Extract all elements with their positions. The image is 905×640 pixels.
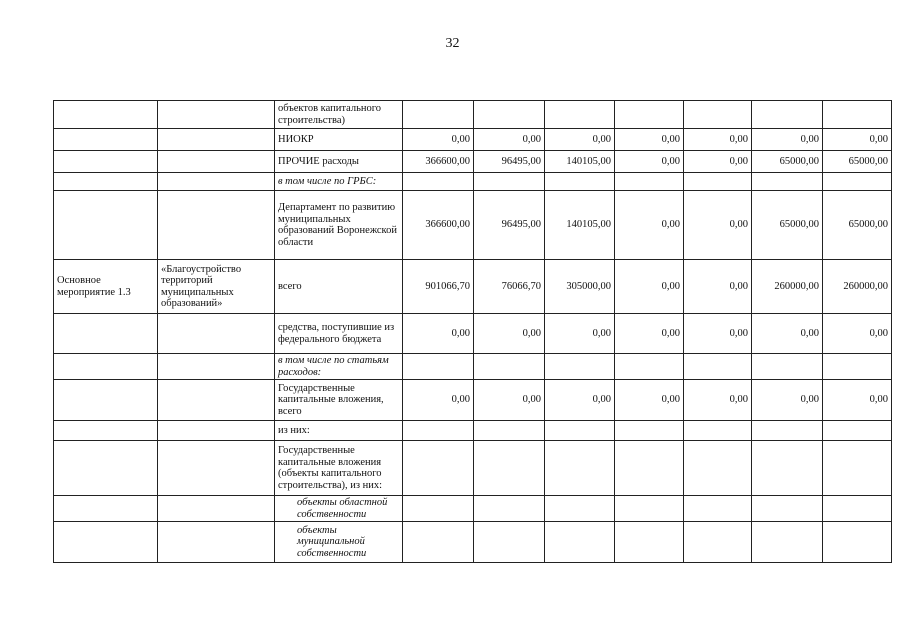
cell-total bbox=[403, 496, 474, 522]
cell-value: 96495,00 bbox=[474, 151, 545, 173]
cell-total: 0,00 bbox=[403, 314, 474, 354]
table-row bbox=[54, 441, 892, 496]
table-row bbox=[54, 354, 892, 380]
cell-title bbox=[158, 314, 275, 354]
cell-value: 0,00 bbox=[474, 314, 545, 354]
cell-event: Основное мероприятие 1.3 bbox=[54, 260, 158, 314]
cell-title bbox=[158, 101, 275, 129]
cell-value bbox=[752, 522, 823, 563]
cell-value bbox=[615, 173, 684, 191]
cell-item: в том числе по ГРБС: bbox=[275, 173, 403, 191]
cell-value: 65000,00 bbox=[752, 191, 823, 260]
cell-value bbox=[615, 354, 684, 380]
cell-value: 0,00 bbox=[823, 314, 892, 354]
cell-value: 0,00 bbox=[684, 129, 752, 151]
cell-value bbox=[545, 354, 615, 380]
cell-value bbox=[474, 441, 545, 496]
cell-value bbox=[474, 496, 545, 522]
cell-value: 0,00 bbox=[615, 151, 684, 173]
cell-value: 65000,00 bbox=[823, 191, 892, 260]
cell-value bbox=[615, 522, 684, 563]
cell-item: Государственные капитальные вложения, всего bbox=[275, 380, 403, 421]
cell-value: 0,00 bbox=[545, 129, 615, 151]
cell-value: 0,00 bbox=[684, 151, 752, 173]
cell-value bbox=[474, 354, 545, 380]
cell-item: ПРОЧИЕ расходы bbox=[275, 151, 403, 173]
cell-value bbox=[823, 441, 892, 496]
cell-value: 0,00 bbox=[545, 314, 615, 354]
cell-item: объектов капитального строительства) bbox=[275, 101, 403, 129]
cell-value bbox=[752, 101, 823, 129]
table-row bbox=[54, 151, 892, 173]
cell-total: 0,00 bbox=[403, 380, 474, 421]
table-row bbox=[54, 260, 892, 314]
cell-value: 0,00 bbox=[684, 191, 752, 260]
cell-value: 0,00 bbox=[615, 191, 684, 260]
cell-title bbox=[158, 421, 275, 441]
cell-value bbox=[752, 496, 823, 522]
cell-value: 0,00 bbox=[474, 380, 545, 421]
cell-total: 366600,00 bbox=[403, 191, 474, 260]
cell-value: 140105,00 bbox=[545, 151, 615, 173]
cell-value bbox=[684, 354, 752, 380]
table-row bbox=[54, 191, 892, 260]
cell-event bbox=[54, 101, 158, 129]
cell-value: 305000,00 bbox=[545, 260, 615, 314]
cell-value: 260000,00 bbox=[823, 260, 892, 314]
cell-event bbox=[54, 354, 158, 380]
cell-event bbox=[54, 191, 158, 260]
cell-value bbox=[684, 421, 752, 441]
cell-value bbox=[684, 441, 752, 496]
cell-value: 140105,00 bbox=[545, 191, 615, 260]
cell-event bbox=[54, 314, 158, 354]
cell-item: НИОКР bbox=[275, 129, 403, 151]
cell-value bbox=[823, 101, 892, 129]
cell-value: 0,00 bbox=[752, 314, 823, 354]
cell-event bbox=[54, 129, 158, 151]
cell-event bbox=[54, 522, 158, 563]
cell-total bbox=[403, 101, 474, 129]
cell-value: 0,00 bbox=[823, 129, 892, 151]
cell-item: объекты муниципальной собственности bbox=[275, 522, 403, 563]
cell-value bbox=[474, 522, 545, 563]
cell-value: 0,00 bbox=[684, 314, 752, 354]
cell-item: из них: bbox=[275, 421, 403, 441]
cell-value: 0,00 bbox=[615, 129, 684, 151]
cell-value: 0,00 bbox=[684, 380, 752, 421]
cell-value bbox=[615, 441, 684, 496]
cell-value: 0,00 bbox=[615, 380, 684, 421]
cell-value bbox=[545, 421, 615, 441]
cell-value bbox=[545, 496, 615, 522]
cell-value bbox=[823, 354, 892, 380]
cell-value bbox=[545, 522, 615, 563]
cell-event bbox=[54, 151, 158, 173]
cell-value bbox=[615, 496, 684, 522]
cell-value: 65000,00 bbox=[752, 151, 823, 173]
cell-item: Департамент по развитию муниципальных образований Воронежской области bbox=[275, 191, 403, 260]
cell-value bbox=[823, 421, 892, 441]
cell-value bbox=[474, 101, 545, 129]
cell-title bbox=[158, 129, 275, 151]
cell-value: 0,00 bbox=[615, 260, 684, 314]
cell-total bbox=[403, 441, 474, 496]
budget-table bbox=[53, 100, 892, 563]
cell-value: 0,00 bbox=[615, 314, 684, 354]
table-row bbox=[54, 421, 892, 441]
cell-value bbox=[752, 173, 823, 191]
cell-item: средства, поступившие из федерального бюджета bbox=[275, 314, 403, 354]
cell-total bbox=[403, 421, 474, 441]
cell-title bbox=[158, 191, 275, 260]
cell-value bbox=[615, 421, 684, 441]
cell-value bbox=[752, 354, 823, 380]
cell-total: 366600,00 bbox=[403, 151, 474, 173]
cell-event bbox=[54, 441, 158, 496]
cell-value: 0,00 bbox=[474, 129, 545, 151]
cell-title bbox=[158, 441, 275, 496]
cell-value: 76066,70 bbox=[474, 260, 545, 314]
cell-total bbox=[403, 354, 474, 380]
cell-value bbox=[545, 101, 615, 129]
cell-total bbox=[403, 173, 474, 191]
table-row bbox=[54, 173, 892, 191]
cell-value: 0,00 bbox=[684, 260, 752, 314]
cell-value: 0,00 bbox=[545, 380, 615, 421]
cell-total: 901066,70 bbox=[403, 260, 474, 314]
cell-value bbox=[684, 522, 752, 563]
cell-value bbox=[684, 496, 752, 522]
cell-value bbox=[823, 173, 892, 191]
cell-item: объекты областной собственности bbox=[275, 496, 403, 522]
cell-title bbox=[158, 354, 275, 380]
cell-title bbox=[158, 496, 275, 522]
cell-value bbox=[474, 173, 545, 191]
cell-title bbox=[158, 173, 275, 191]
cell-value: 0,00 bbox=[752, 129, 823, 151]
cell-value bbox=[684, 173, 752, 191]
cell-item: Государственные капитальные вложения (объекты капитального строительства), из них: bbox=[275, 441, 403, 496]
table-row bbox=[54, 522, 892, 563]
table-row bbox=[54, 101, 892, 129]
table-row bbox=[54, 129, 892, 151]
cell-value bbox=[752, 441, 823, 496]
cell-value bbox=[545, 441, 615, 496]
cell-value bbox=[474, 421, 545, 441]
cell-value: 0,00 bbox=[752, 380, 823, 421]
cell-value: 96495,00 bbox=[474, 191, 545, 260]
cell-total: 0,00 bbox=[403, 129, 474, 151]
cell-title: «Благоустройство территорий муниципальных образований» bbox=[158, 260, 275, 314]
cell-value bbox=[684, 101, 752, 129]
cell-event bbox=[54, 496, 158, 522]
cell-value: 260000,00 bbox=[752, 260, 823, 314]
cell-value bbox=[545, 173, 615, 191]
cell-value bbox=[615, 101, 684, 129]
cell-title bbox=[158, 522, 275, 563]
cell-item: всего bbox=[275, 260, 403, 314]
cell-event bbox=[54, 173, 158, 191]
cell-event bbox=[54, 380, 158, 421]
cell-value bbox=[823, 496, 892, 522]
table-row bbox=[54, 380, 892, 421]
table-row bbox=[54, 496, 892, 522]
table-row bbox=[54, 314, 892, 354]
cell-total bbox=[403, 522, 474, 563]
cell-title bbox=[158, 380, 275, 421]
cell-title bbox=[158, 151, 275, 173]
cell-event bbox=[54, 421, 158, 441]
page-number: 32 bbox=[445, 36, 460, 51]
cell-value: 65000,00 bbox=[823, 151, 892, 173]
cell-item: в том числе по статьям расходов: bbox=[275, 354, 403, 380]
cell-value: 0,00 bbox=[823, 380, 892, 421]
cell-value bbox=[823, 522, 892, 563]
cell-value bbox=[752, 421, 823, 441]
